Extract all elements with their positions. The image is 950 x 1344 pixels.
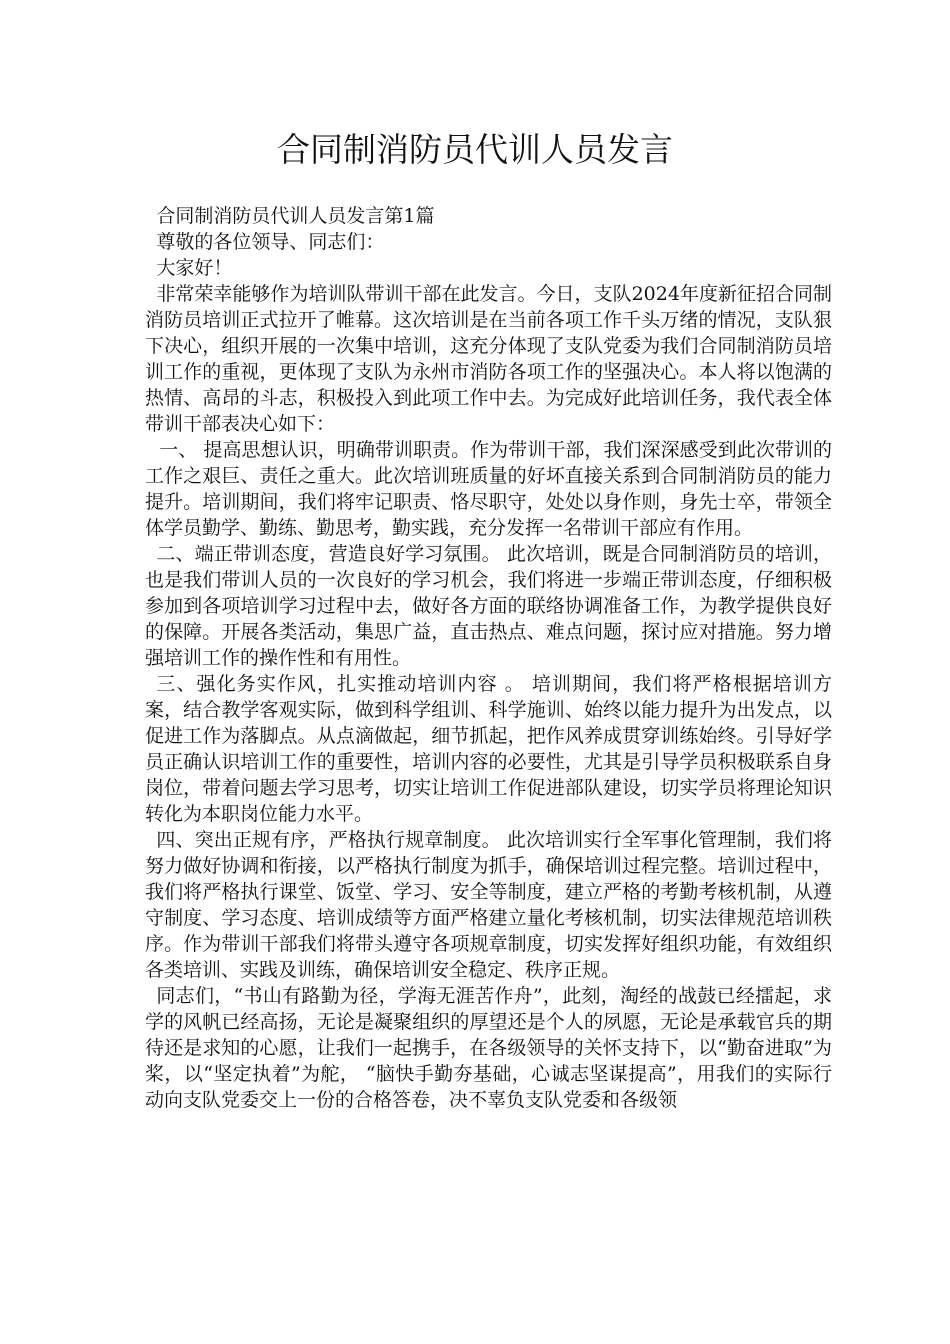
paragraph-closing: 同志们，“书山有路勤为径，学海无涯苦作舟”，此刻，淘经的战鼓已经擂起，求学的风帆已经高扬，无论是凝聚组织的厚望还是个人的夙愿，无论是承载官兵的期待还是求知的心愿，让我们一起携手，在各级领导的关怀支持下，以“勤奋进取”为桨，以“坚定执着”为舵， “脑快手勤夯基础，心诚志坚谋提高”，用我们的实际行动向支队党委交上一份的合格答卷，决不辜负支队党委和各级领 — [145, 985, 832, 1111]
paragraph-point-4: 四、突出正规有序，严格执行规章制度。 此次培训实行全军事化管理制，我们将努力做好协调和衔接，以严格执行制度为抓手，确保培训过程完整。培训过程中，我们将严格执行课堂、饭堂、学习、安全等制度，建立严格的考勤考核机制，从遵守制度、学习态度、培训成绩等方面严格建立量化考核机制，切实法律规范培训秩序。作为带训干部我们将带头遵守各项规章制度，切实发挥好组织功能，有效组织各类培训、实践及训练，确保培训安全稳定、秩序正规。 — [145, 829, 832, 981]
paragraph-point-2: 二、端正带训态度，营造良好学习氛围。 此次培训，既是合同制消防员的培训，也是我们带训人员的一次良好的学习机会，我们将进一步端正带训态度，仔细积极参加到各项培训学习过程中去，做好各方面的联络协调准备工作，为教学提供良好的保障。开展各类活动，集思广益，直击热点、难点问题，探讨应对措施。努力增强培训工作的操作性和有用性。 — [145, 543, 832, 669]
document-title: 合同制消防员代训人员发言 — [277, 130, 673, 169]
paragraph-point-3: 三、强化务实作风，扎实推动培训内容 。 培训期间，我们将严格根据培训方案，结合教学客观实际，做到科学组训、科学施训、始终以能力提升为出发点，以促进工作为落脚点。从点滴做起，细节抓起，把作风养成贯穿训练始终。引导好学员正确认识培训工作的重要性，培训内容的必要性，尤其是引导学员积极联系自身岗位，带着问题去学习思考，切实让培训工作促进部队建设，切实学员将理论知识转化为本职岗位能力水平。 — [145, 673, 832, 825]
paragraph-intro: 非常荣幸能够作为培训队带训干部在此发言。今日，支队2024年度新征招合同制消防员培训正式拉开了帷幕。这次培训是在当前各项工作千头万绪的情况，支队狠下决心，组织开展的一次集中培训，这充分体现了支队党委为我们合同制消防员培训工作的重视，更体现了支队为永州市消防各项工作的坚强决心。本人将以饱满的热情、高昂的斗志，积极投入到此项工作中去。为完成好此培训任务，我代表全体带训干部表决心如下： — [145, 283, 832, 435]
document-body — [145, 203, 832, 1113]
salutation: 尊敬的各位领导、同志们： — [156, 231, 385, 253]
paragraph-point-1: 一、 提高思想认识，明确带训职责。作为带训干部，我们深深感受到此次带训的工作之艰巨、责任之重大。此次培训班质量的好坏直接关系到合同制消防员的能力提升。培训期间，我们将牢记职责、恪尽职守，处处以身作则，身先士卒，带领全体学员勤学、勤练、勤思考，勤实践，充分发挥一名带训干部应有作用。 — [145, 439, 832, 539]
greeting: 大家好！ — [156, 257, 233, 279]
section-title: 合同制消防员代训人员发言第1篇 — [156, 205, 435, 227]
